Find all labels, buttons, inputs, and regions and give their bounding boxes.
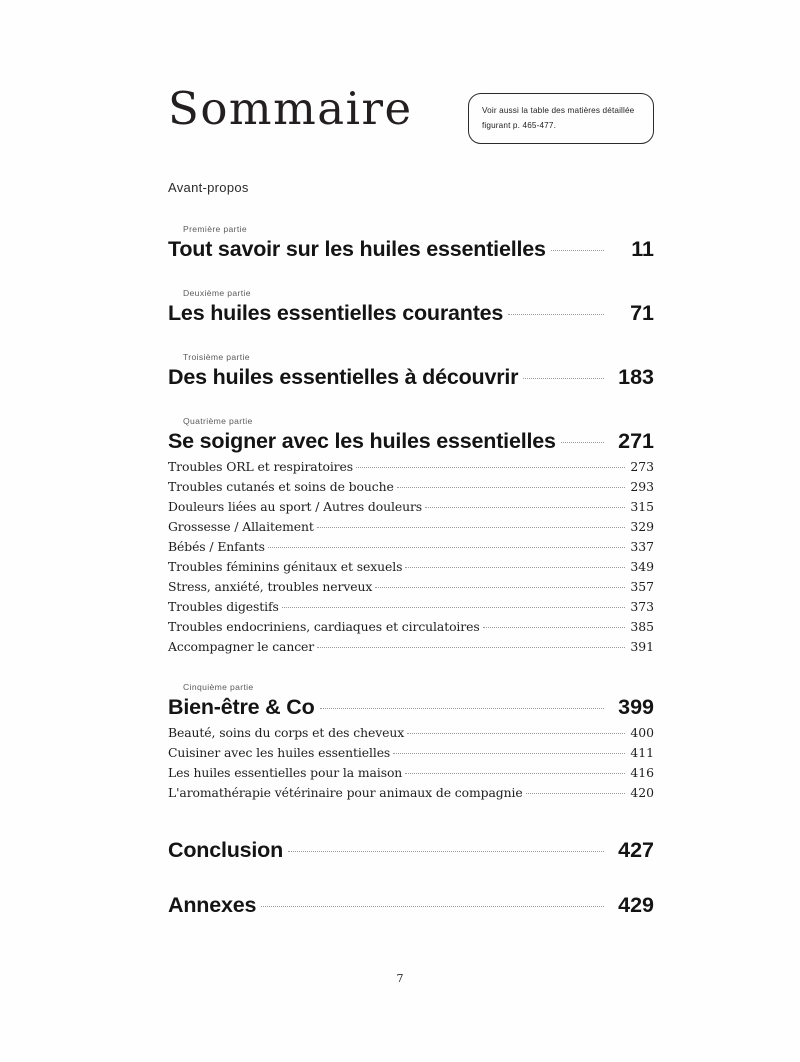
- dot-leader: [320, 708, 604, 709]
- toc-part-entry[interactable]: [168, 301, 654, 326]
- dot-leader: [405, 567, 625, 568]
- subentry-label: Bébés / Enfants: [168, 539, 265, 554]
- subentry-label: Les huiles essentielles pour la maison: [168, 765, 403, 780]
- part-kicker: Troisième partie: [183, 352, 250, 362]
- part-kicker: Quatrième partie: [183, 416, 253, 426]
- toc-part-entry[interactable]: [168, 365, 654, 390]
- subentry-page-number: 357: [630, 579, 654, 594]
- see-also-callout: [468, 93, 654, 144]
- dot-leader: [261, 906, 604, 907]
- toc-part-block: [168, 352, 654, 390]
- part-page-number: 183: [618, 365, 654, 389]
- part-page-number: 11: [631, 237, 654, 261]
- subentry-page-number: 373: [630, 599, 654, 614]
- subentry-page-number: 411: [630, 745, 654, 760]
- toc-subentry[interactable]: [168, 725, 654, 742]
- subentry-label: Stress, anxiété, troubles nerveux: [168, 579, 373, 594]
- part-title: Les huiles essentielles courantes: [168, 301, 504, 325]
- dot-leader: [407, 733, 625, 734]
- dot-leader: [375, 587, 625, 588]
- dot-leader: [282, 607, 625, 608]
- toc-subentry[interactable]: [168, 599, 654, 616]
- subentry-label: Troubles digestifs: [168, 599, 279, 614]
- toc-subentry[interactable]: [168, 499, 654, 516]
- dot-leader: [397, 487, 625, 488]
- subentry-label: Troubles endocriniens, cardiaques et circulatoires: [168, 619, 480, 634]
- toc-subentry[interactable]: [168, 559, 654, 576]
- subentry-page-number: 400: [630, 725, 654, 740]
- dot-leader: [425, 507, 625, 508]
- part-title: Se soigner avec les huiles essentielles: [168, 429, 556, 453]
- subentry-label: Accompagner le cancer: [168, 639, 315, 654]
- dot-leader: [356, 467, 625, 468]
- subentry-page-number: 349: [630, 559, 654, 574]
- tail-title: Conclusion: [168, 838, 284, 862]
- dot-leader: [483, 627, 625, 628]
- dot-leader: [526, 793, 625, 794]
- subentry-label: Beauté, soins du corps et des cheveux: [168, 725, 405, 740]
- dot-leader: [508, 314, 604, 315]
- subentry-label: Troubles ORL et respiratoires: [168, 459, 353, 474]
- subentry-label: Douleurs liées au sport / Autres douleurs: [168, 499, 423, 514]
- toc-tail-container: [168, 838, 654, 918]
- tail-title: Annexes: [168, 893, 257, 917]
- footer-page-number: 7: [396, 972, 404, 985]
- toc-subentry[interactable]: [168, 639, 654, 656]
- dot-leader: [561, 442, 604, 443]
- callout-line-1: Voir aussi la table des matières détaillée: [482, 106, 635, 115]
- subentry-label: Troubles cutanés et soins de bouche: [168, 479, 394, 494]
- toc-parts-container: [168, 224, 654, 802]
- page-title: Sommaire: [168, 82, 413, 135]
- toc-part-block: [168, 682, 654, 802]
- toc-part-entry[interactable]: [168, 429, 654, 454]
- toc-entry-avant-propos[interactable]: Avant-propos: [168, 180, 249, 195]
- callout-line-2: figurant p. 465-477.: [482, 121, 557, 131]
- subentry-label: Grossesse / Allaitement: [168, 519, 314, 534]
- part-kicker: Cinquième partie: [183, 682, 254, 692]
- dot-leader: [523, 378, 604, 379]
- subentry-page-number: 337: [630, 539, 654, 554]
- part-title: Des huiles essentielles à découvrir: [168, 365, 519, 389]
- subentry-page-number: 385: [630, 619, 654, 634]
- toc-subentry[interactable]: [168, 459, 654, 476]
- toc-part-block: [168, 416, 654, 656]
- toc-tail-entry[interactable]: [168, 838, 654, 863]
- toc-subentry-list: [168, 459, 654, 656]
- tail-page-number: 427: [618, 838, 654, 862]
- subentry-page-number: 273: [630, 459, 654, 474]
- toc-subentry[interactable]: [168, 745, 654, 762]
- subentry-page-number: 391: [630, 639, 654, 654]
- dot-leader: [405, 773, 625, 774]
- table-of-contents: [168, 180, 654, 948]
- subentry-label: Cuisiner avec les huiles essentielles: [168, 745, 391, 760]
- part-title: Bien-être & Co: [168, 695, 315, 719]
- subentry-page-number: 329: [630, 519, 654, 534]
- toc-subentry[interactable]: [168, 765, 654, 782]
- toc-subentry[interactable]: [168, 619, 654, 636]
- toc-part-block: [168, 224, 654, 262]
- toc-tail-entry[interactable]: [168, 893, 654, 918]
- dot-leader: [317, 527, 625, 528]
- toc-subentry[interactable]: [168, 479, 654, 496]
- toc-subentry[interactable]: [168, 785, 654, 802]
- part-kicker: Première partie: [183, 224, 247, 234]
- dot-leader: [317, 647, 625, 648]
- subentry-label: L'aromathérapie vétérinaire pour animaux de compagnie: [168, 785, 523, 800]
- toc-subentry-list: [168, 725, 654, 802]
- toc-part-block: [168, 288, 654, 326]
- dot-leader: [393, 753, 625, 754]
- dot-leader: [288, 851, 604, 852]
- toc-subentry[interactable]: [168, 579, 654, 596]
- toc-subentry[interactable]: [168, 539, 654, 556]
- toc-subentry[interactable]: [168, 519, 654, 536]
- dot-leader: [268, 547, 625, 548]
- toc-part-entry[interactable]: [168, 237, 654, 262]
- part-page-number: 71: [630, 301, 654, 325]
- toc-part-entry[interactable]: [168, 695, 654, 720]
- subentry-page-number: 420: [630, 785, 654, 800]
- subentry-label: Troubles féminins génitaux et sexuels: [168, 559, 403, 574]
- tail-page-number: 429: [618, 893, 654, 917]
- part-title: Tout savoir sur les huiles essentielles: [168, 237, 546, 261]
- subentry-page-number: 315: [630, 499, 654, 514]
- part-kicker: Deuxième partie: [183, 288, 251, 298]
- page-header: [168, 82, 654, 148]
- part-page-number: 399: [618, 695, 654, 719]
- dot-leader: [551, 250, 604, 251]
- subentry-page-number: 416: [630, 765, 654, 780]
- part-page-number: 271: [618, 429, 654, 453]
- subentry-page-number: 293: [630, 479, 654, 494]
